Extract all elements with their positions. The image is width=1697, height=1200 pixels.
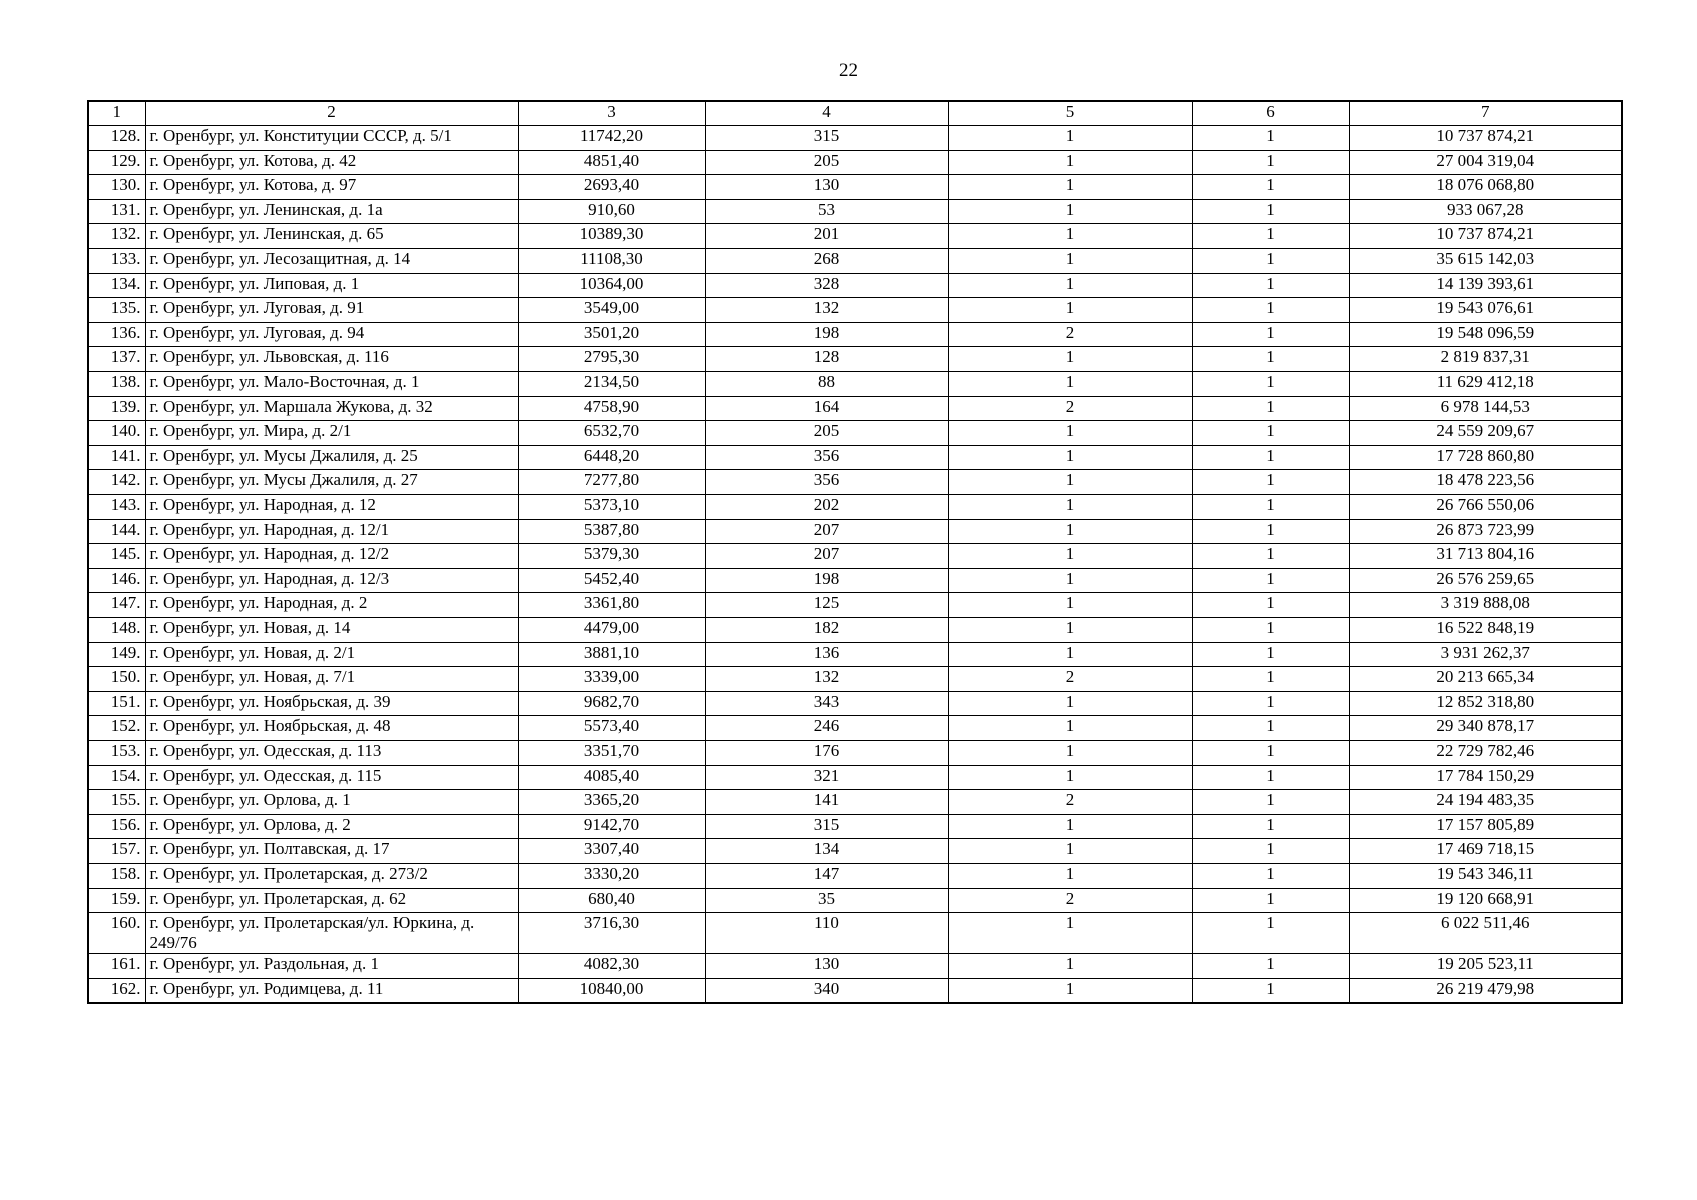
- row-number-cell: 156.: [88, 814, 145, 839]
- row-number-cell: 147.: [88, 593, 145, 618]
- residents-cell: 128: [705, 347, 948, 372]
- cost-cell: 12 852 318,80: [1349, 691, 1622, 716]
- residents-cell: 130: [705, 954, 948, 979]
- residents-cell: 110: [705, 913, 948, 954]
- address-cell: г. Оренбург, ул. Ленинская, д. 1а: [145, 199, 518, 224]
- residents-cell: 246: [705, 716, 948, 741]
- cost-cell: 19 543 346,11: [1349, 863, 1622, 888]
- table-row: [88, 765, 1622, 790]
- count-cell: 1: [948, 495, 1192, 520]
- row-number-cell: 134.: [88, 273, 145, 298]
- area-cell: 9142,70: [518, 814, 705, 839]
- cost-cell: 19 548 096,59: [1349, 322, 1622, 347]
- table-row: [88, 593, 1622, 618]
- residents-cell: 132: [705, 667, 948, 692]
- table-row: [88, 568, 1622, 593]
- cost-cell: 18 076 068,80: [1349, 175, 1622, 200]
- table-row: [88, 396, 1622, 421]
- table-row: [88, 445, 1622, 470]
- count-cell: 1: [948, 544, 1192, 569]
- area-cell: 3716,30: [518, 913, 705, 954]
- residents-cell: 164: [705, 396, 948, 421]
- table-row: [88, 667, 1622, 692]
- residents-cell: 315: [705, 126, 948, 151]
- column-header: 6: [1192, 101, 1349, 126]
- cost-cell: 19 543 076,61: [1349, 298, 1622, 323]
- residents-cell: 88: [705, 372, 948, 397]
- residents-cell: 207: [705, 544, 948, 569]
- count-cell: 1: [1192, 593, 1349, 618]
- area-cell: 2693,40: [518, 175, 705, 200]
- cost-cell: 3 319 888,08: [1349, 593, 1622, 618]
- row-number-cell: 159.: [88, 888, 145, 913]
- area-cell: 3501,20: [518, 322, 705, 347]
- residents-cell: 340: [705, 978, 948, 1003]
- address-cell: г. Оренбург, ул. Народная, д. 12: [145, 495, 518, 520]
- address-cell: г. Оренбург, ул. Мира, д. 2/1: [145, 421, 518, 446]
- table-row: [88, 495, 1622, 520]
- address-cell: г. Оренбург, ул. Липовая, д. 1: [145, 273, 518, 298]
- count-cell: 1: [948, 224, 1192, 249]
- residents-cell: 201: [705, 224, 948, 249]
- count-cell: 1: [948, 249, 1192, 274]
- table-row: [88, 470, 1622, 495]
- row-number-cell: 143.: [88, 495, 145, 520]
- count-cell: 2: [948, 888, 1192, 913]
- table-row: [88, 790, 1622, 815]
- count-cell: 1: [1192, 249, 1349, 274]
- table-row: [88, 954, 1622, 979]
- count-cell: 1: [1192, 667, 1349, 692]
- count-cell: 1: [1192, 445, 1349, 470]
- address-cell: г. Оренбург, ул. Ноябрьская, д. 48: [145, 716, 518, 741]
- residents-cell: 35: [705, 888, 948, 913]
- count-cell: 1: [1192, 716, 1349, 741]
- count-cell: 1: [1192, 150, 1349, 175]
- area-cell: 5573,40: [518, 716, 705, 741]
- count-cell: 1: [1192, 740, 1349, 765]
- cost-cell: 35 615 142,03: [1349, 249, 1622, 274]
- cost-cell: 22 729 782,46: [1349, 740, 1622, 765]
- address-cell: г. Оренбург, ул. Полтавская, д. 17: [145, 839, 518, 864]
- area-cell: 2795,30: [518, 347, 705, 372]
- count-cell: 1: [948, 740, 1192, 765]
- table-row: [88, 888, 1622, 913]
- count-cell: 1: [948, 298, 1192, 323]
- address-cell: г. Оренбург, ул. Луговая, д. 91: [145, 298, 518, 323]
- count-cell: 2: [948, 790, 1192, 815]
- row-number-cell: 157.: [88, 839, 145, 864]
- count-cell: 1: [1192, 568, 1349, 593]
- table-row: [88, 150, 1622, 175]
- table-row: [88, 249, 1622, 274]
- residents-cell: 202: [705, 495, 948, 520]
- table-row: [88, 913, 1622, 954]
- area-cell: 4758,90: [518, 396, 705, 421]
- row-number-cell: 149.: [88, 642, 145, 667]
- residents-cell: 205: [705, 421, 948, 446]
- row-number-cell: 151.: [88, 691, 145, 716]
- row-number-cell: 140.: [88, 421, 145, 446]
- residents-cell: 321: [705, 765, 948, 790]
- area-cell: 10840,00: [518, 978, 705, 1003]
- count-cell: 1: [948, 150, 1192, 175]
- cost-cell: 26 873 723,99: [1349, 519, 1622, 544]
- row-number-cell: 162.: [88, 978, 145, 1003]
- count-cell: 1: [1192, 421, 1349, 446]
- cost-cell: 26 219 479,98: [1349, 978, 1622, 1003]
- address-cell: г. Оренбург, ул. Новая, д. 2/1: [145, 642, 518, 667]
- column-header: 7: [1349, 101, 1622, 126]
- table-row: [88, 224, 1622, 249]
- area-cell: 3330,20: [518, 863, 705, 888]
- table-row: [88, 421, 1622, 446]
- table-row: [88, 691, 1622, 716]
- residents-cell: 356: [705, 470, 948, 495]
- residents-cell: 132: [705, 298, 948, 323]
- address-cell: г. Оренбург, ул. Луговая, д. 94: [145, 322, 518, 347]
- area-cell: 5379,30: [518, 544, 705, 569]
- count-cell: 1: [1192, 954, 1349, 979]
- count-cell: 2: [948, 396, 1192, 421]
- count-cell: 1: [1192, 863, 1349, 888]
- area-cell: 7277,80: [518, 470, 705, 495]
- table-row: [88, 199, 1622, 224]
- row-number-cell: 158.: [88, 863, 145, 888]
- count-cell: 1: [1192, 470, 1349, 495]
- address-cell: г. Оренбург, ул. Мало-Восточная, д. 1: [145, 372, 518, 397]
- cost-cell: 24 194 483,35: [1349, 790, 1622, 815]
- address-cell: г. Оренбург, ул. Мусы Джалиля, д. 25: [145, 445, 518, 470]
- cost-cell: 10 737 874,21: [1349, 224, 1622, 249]
- row-number-cell: 160.: [88, 913, 145, 954]
- column-header: 1: [88, 101, 145, 126]
- area-cell: 3339,00: [518, 667, 705, 692]
- area-cell: 4085,40: [518, 765, 705, 790]
- cost-cell: 26 766 550,06: [1349, 495, 1622, 520]
- count-cell: 1: [948, 913, 1192, 954]
- building-registry-table: [87, 100, 1623, 1004]
- cost-cell: 26 576 259,65: [1349, 568, 1622, 593]
- row-number-cell: 139.: [88, 396, 145, 421]
- count-cell: 1: [1192, 790, 1349, 815]
- count-cell: 1: [1192, 519, 1349, 544]
- area-cell: 2134,50: [518, 372, 705, 397]
- count-cell: 1: [1192, 978, 1349, 1003]
- cost-cell: 6 022 511,46: [1349, 913, 1622, 954]
- count-cell: 1: [948, 273, 1192, 298]
- address-cell: г. Оренбург, ул. Пролетарская, д. 273/2: [145, 863, 518, 888]
- address-cell: г. Оренбург, ул. Пролетарская, д. 62: [145, 888, 518, 913]
- address-cell: г. Оренбург, ул. Мусы Джалиля, д. 27: [145, 470, 518, 495]
- table-row: [88, 273, 1622, 298]
- area-cell: 4479,00: [518, 617, 705, 642]
- count-cell: 1: [1192, 322, 1349, 347]
- row-number-cell: 129.: [88, 150, 145, 175]
- count-cell: 1: [1192, 913, 1349, 954]
- residents-cell: 343: [705, 691, 948, 716]
- address-cell: г. Оренбург, ул. Ленинская, д. 65: [145, 224, 518, 249]
- row-number-cell: 152.: [88, 716, 145, 741]
- row-number-cell: 131.: [88, 199, 145, 224]
- address-cell: г. Оренбург, ул. Родимцева, д. 11: [145, 978, 518, 1003]
- table-row: [88, 839, 1622, 864]
- count-cell: 1: [948, 372, 1192, 397]
- address-cell: г. Оренбург, ул. Конституции СССР, д. 5/1: [145, 126, 518, 151]
- residents-cell: 198: [705, 568, 948, 593]
- row-number-cell: 150.: [88, 667, 145, 692]
- cost-cell: 933 067,28: [1349, 199, 1622, 224]
- cost-cell: 27 004 319,04: [1349, 150, 1622, 175]
- count-cell: 1: [948, 519, 1192, 544]
- cost-cell: 2 819 837,31: [1349, 347, 1622, 372]
- row-number-cell: 141.: [88, 445, 145, 470]
- count-cell: 1: [1192, 642, 1349, 667]
- table-row: [88, 617, 1622, 642]
- cost-cell: 10 737 874,21: [1349, 126, 1622, 151]
- count-cell: 1: [1192, 396, 1349, 421]
- area-cell: 10364,00: [518, 273, 705, 298]
- count-cell: 1: [948, 617, 1192, 642]
- count-cell: 1: [948, 199, 1192, 224]
- row-number-cell: 135.: [88, 298, 145, 323]
- residents-cell: 198: [705, 322, 948, 347]
- cost-cell: 20 213 665,34: [1349, 667, 1622, 692]
- count-cell: 1: [948, 863, 1192, 888]
- count-cell: 1: [1192, 298, 1349, 323]
- cost-cell: 17 784 150,29: [1349, 765, 1622, 790]
- count-cell: 1: [1192, 839, 1349, 864]
- cost-cell: 24 559 209,67: [1349, 421, 1622, 446]
- residents-cell: 182: [705, 617, 948, 642]
- address-cell: г. Оренбург, ул. Народная, д. 12/1: [145, 519, 518, 544]
- residents-cell: 315: [705, 814, 948, 839]
- cost-cell: 17 469 718,15: [1349, 839, 1622, 864]
- count-cell: 1: [948, 470, 1192, 495]
- count-cell: 1: [948, 978, 1192, 1003]
- address-cell: г. Оренбург, ул. Маршала Жукова, д. 32: [145, 396, 518, 421]
- address-cell: г. Оренбург, ул. Львовская, д. 116: [145, 347, 518, 372]
- count-cell: 1: [1192, 691, 1349, 716]
- area-cell: 3549,00: [518, 298, 705, 323]
- count-cell: 1: [1192, 495, 1349, 520]
- residents-cell: 125: [705, 593, 948, 618]
- column-header: 5: [948, 101, 1192, 126]
- residents-cell: 147: [705, 863, 948, 888]
- count-cell: 1: [948, 126, 1192, 151]
- residents-cell: 207: [705, 519, 948, 544]
- area-cell: 6448,20: [518, 445, 705, 470]
- column-header: 3: [518, 101, 705, 126]
- count-cell: 2: [948, 667, 1192, 692]
- area-cell: 3307,40: [518, 839, 705, 864]
- count-cell: 1: [948, 642, 1192, 667]
- count-cell: 1: [1192, 888, 1349, 913]
- area-cell: 5387,80: [518, 519, 705, 544]
- address-cell: г. Оренбург, ул. Народная, д. 2: [145, 593, 518, 618]
- column-header: 4: [705, 101, 948, 126]
- address-cell: г. Оренбург, ул. Лесозащитная, д. 14: [145, 249, 518, 274]
- table-row: [88, 298, 1622, 323]
- count-cell: 1: [1192, 126, 1349, 151]
- count-cell: 1: [1192, 544, 1349, 569]
- residents-cell: 136: [705, 642, 948, 667]
- address-cell: г. Оренбург, ул. Котова, д. 42: [145, 150, 518, 175]
- row-number-cell: 138.: [88, 372, 145, 397]
- address-cell: г. Оренбург, ул. Котова, д. 97: [145, 175, 518, 200]
- residents-cell: 130: [705, 175, 948, 200]
- count-cell: 1: [1192, 175, 1349, 200]
- count-cell: 1: [948, 716, 1192, 741]
- row-number-cell: 155.: [88, 790, 145, 815]
- row-number-cell: 154.: [88, 765, 145, 790]
- table-body: [88, 126, 1622, 1003]
- address-cell: г. Оренбург, ул. Раздольная, д. 1: [145, 954, 518, 979]
- row-number-cell: 133.: [88, 249, 145, 274]
- table-row: [88, 740, 1622, 765]
- count-cell: 1: [1192, 224, 1349, 249]
- row-number-cell: 128.: [88, 126, 145, 151]
- page-number: 22: [839, 60, 858, 81]
- count-cell: 1: [948, 347, 1192, 372]
- residents-cell: 53: [705, 199, 948, 224]
- count-cell: 1: [1192, 273, 1349, 298]
- residents-cell: 134: [705, 839, 948, 864]
- address-cell: г. Оренбург, ул. Новая, д. 7/1: [145, 667, 518, 692]
- residents-cell: 205: [705, 150, 948, 175]
- count-cell: 2: [948, 322, 1192, 347]
- cost-cell: 3 931 262,37: [1349, 642, 1622, 667]
- address-cell: г. Оренбург, ул. Народная, д. 12/2: [145, 544, 518, 569]
- address-cell: г. Оренбург, ул. Орлова, д. 1: [145, 790, 518, 815]
- row-number-cell: 137.: [88, 347, 145, 372]
- row-number-cell: 145.: [88, 544, 145, 569]
- row-number-cell: 153.: [88, 740, 145, 765]
- cost-cell: 31 713 804,16: [1349, 544, 1622, 569]
- table-row: [88, 544, 1622, 569]
- count-cell: 1: [948, 568, 1192, 593]
- cost-cell: 14 139 393,61: [1349, 273, 1622, 298]
- area-cell: 3881,10: [518, 642, 705, 667]
- count-cell: 1: [948, 765, 1192, 790]
- cost-cell: 29 340 878,17: [1349, 716, 1622, 741]
- area-cell: 6532,70: [518, 421, 705, 446]
- table-row: [88, 519, 1622, 544]
- residents-cell: 356: [705, 445, 948, 470]
- table-row: [88, 863, 1622, 888]
- area-cell: 910,60: [518, 199, 705, 224]
- address-cell: г. Оренбург, ул. Орлова, д. 2: [145, 814, 518, 839]
- table-row: [88, 322, 1622, 347]
- row-number-cell: 144.: [88, 519, 145, 544]
- count-cell: 1: [948, 954, 1192, 979]
- cost-cell: 16 522 848,19: [1349, 617, 1622, 642]
- row-number-cell: 142.: [88, 470, 145, 495]
- address-cell: г. Оренбург, ул. Одесская, д. 115: [145, 765, 518, 790]
- residents-cell: 141: [705, 790, 948, 815]
- cost-cell: 18 478 223,56: [1349, 470, 1622, 495]
- area-cell: 10389,30: [518, 224, 705, 249]
- residents-cell: 176: [705, 740, 948, 765]
- area-cell: 11742,20: [518, 126, 705, 151]
- area-cell: 3365,20: [518, 790, 705, 815]
- area-cell: 5452,40: [518, 568, 705, 593]
- table-row: [88, 642, 1622, 667]
- residents-cell: 268: [705, 249, 948, 274]
- residents-cell: 328: [705, 273, 948, 298]
- area-cell: 5373,10: [518, 495, 705, 520]
- row-number-cell: 136.: [88, 322, 145, 347]
- count-cell: 1: [948, 814, 1192, 839]
- cost-cell: 17 157 805,89: [1349, 814, 1622, 839]
- table-row: [88, 814, 1622, 839]
- area-cell: 3361,80: [518, 593, 705, 618]
- row-number-cell: 161.: [88, 954, 145, 979]
- area-cell: 9682,70: [518, 691, 705, 716]
- cost-cell: 11 629 412,18: [1349, 372, 1622, 397]
- count-cell: 1: [948, 421, 1192, 446]
- row-number-cell: 132.: [88, 224, 145, 249]
- count-cell: 1: [948, 593, 1192, 618]
- count-cell: 1: [1192, 372, 1349, 397]
- area-cell: 680,40: [518, 888, 705, 913]
- count-cell: 1: [1192, 617, 1349, 642]
- column-header: 2: [145, 101, 518, 126]
- area-cell: 4082,30: [518, 954, 705, 979]
- count-cell: 1: [1192, 199, 1349, 224]
- count-cell: 1: [1192, 347, 1349, 372]
- count-cell: 1: [1192, 814, 1349, 839]
- cost-cell: 6 978 144,53: [1349, 396, 1622, 421]
- address-cell: г. Оренбург, ул. Народная, д. 12/3: [145, 568, 518, 593]
- row-number-cell: 130.: [88, 175, 145, 200]
- count-cell: 1: [948, 175, 1192, 200]
- table-row: [88, 175, 1622, 200]
- area-cell: 4851,40: [518, 150, 705, 175]
- cost-cell: 17 728 860,80: [1349, 445, 1622, 470]
- address-cell: г. Оренбург, ул. Ноябрьская, д. 39: [145, 691, 518, 716]
- row-number-cell: 148.: [88, 617, 145, 642]
- count-cell: 1: [1192, 765, 1349, 790]
- count-cell: 1: [948, 839, 1192, 864]
- table-row: [88, 126, 1622, 151]
- cost-cell: 19 205 523,11: [1349, 954, 1622, 979]
- column-number-row: [88, 101, 1622, 126]
- address-cell: г. Оренбург, ул. Пролетарская/ул. Юркина, д. 249/76: [145, 913, 518, 954]
- area-cell: 3351,70: [518, 740, 705, 765]
- table-row: [88, 347, 1622, 372]
- table-row: [88, 716, 1622, 741]
- row-number-cell: 146.: [88, 568, 145, 593]
- count-cell: 1: [948, 445, 1192, 470]
- address-cell: г. Оренбург, ул. Новая, д. 14: [145, 617, 518, 642]
- area-cell: 11108,30: [518, 249, 705, 274]
- count-cell: 1: [948, 691, 1192, 716]
- table-row: [88, 978, 1622, 1003]
- table-row: [88, 372, 1622, 397]
- cost-cell: 19 120 668,91: [1349, 888, 1622, 913]
- address-cell: г. Оренбург, ул. Одесская, д. 113: [145, 740, 518, 765]
